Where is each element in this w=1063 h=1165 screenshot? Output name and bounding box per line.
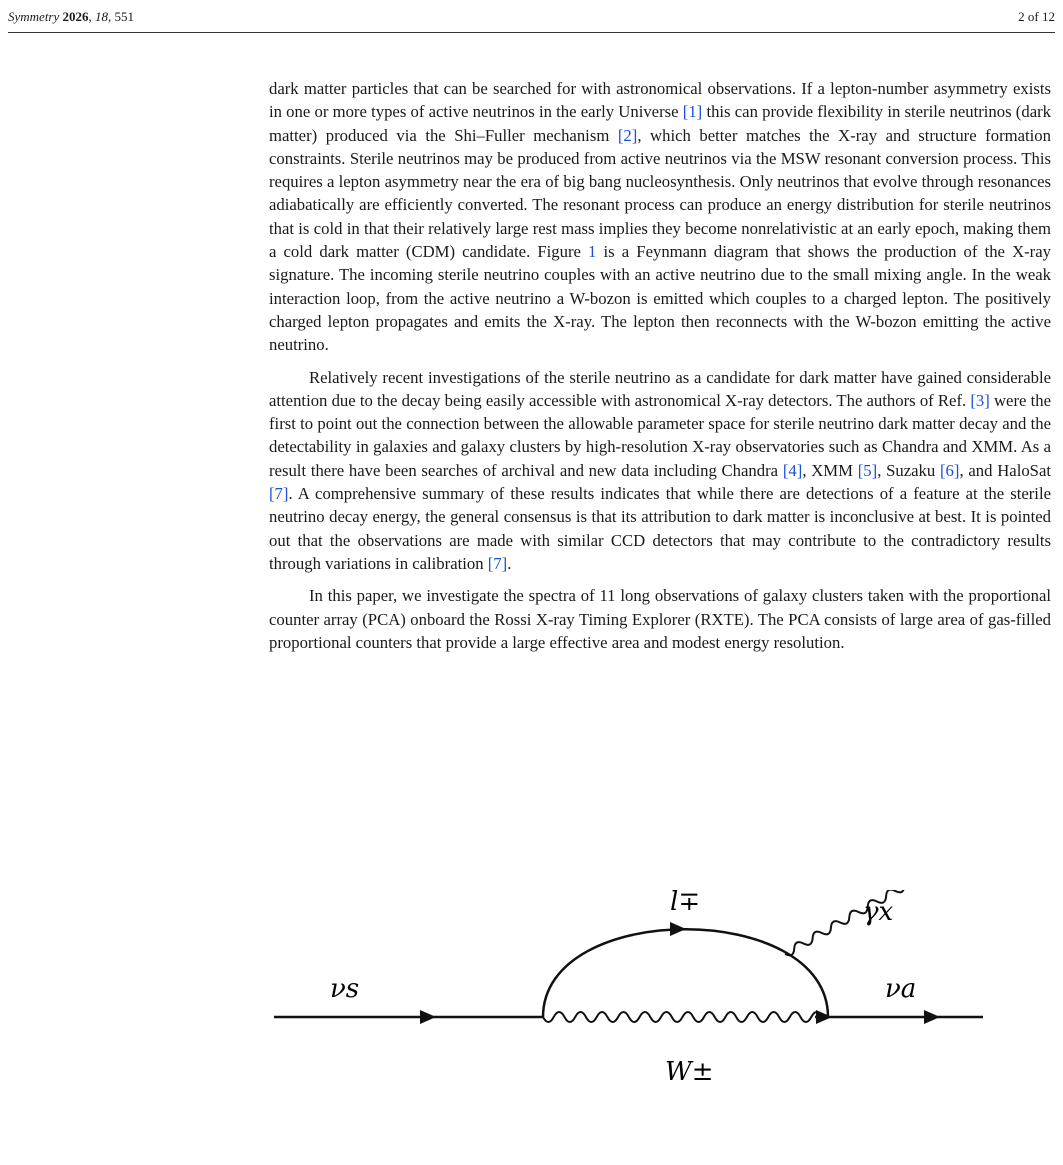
article-number: 551 [114,9,135,24]
photon-label: γx [863,897,894,927]
journal-citation: Symmetry 2026, 18, 551 [8,9,135,24]
citation-link[interactable]: [7] [487,553,508,573]
sterile-neutrino-label: νs [330,974,360,1004]
citation-link[interactable]: [5] [857,460,878,480]
sterile-neutrino-arrow [420,1010,436,1024]
w-boson-line [543,1012,822,1022]
journal-year: 2026 [62,9,89,24]
citation-link[interactable]: [2] [617,125,638,145]
citation-link[interactable]: [4] [782,460,803,480]
paragraph: In this paper, we investigate the spectra of 11 long observations of galaxy clusters taken with the proportional counter array (PCA) onboard the Rossi X-ray Timing Explorer (RXTE). The PCA consists of large area of gas-filled proportional counters that provide a large effective area and modest energy resolution. [269,586,1051,652]
w-boson-label: W± [665,1057,714,1087]
header-rule [8,32,1055,33]
citation-link[interactable]: 1 [588,242,597,262]
paragraph: Relatively recent investigations of the sterile neutrino as a candidate for dark matter have gained considerable attention due to the decay being easily accessible with astronomical X-ray detectors. The authors of Ref. [3] were the first to point out the connection between the allowable parameter space for sterile neutrino dark matter decay and the detectability in galaxies and galaxy clusters by high-resolution X-ray observatories such as Chandra and XMM. As a result there have been searches of archival and new data including Chandra [4], XMM [5], Suzaku [6], and HaloSat [7]. A comprehensive summary of these results indicates that while there are detections of a feature at the sterile neutrino decay energy, the general consensus is that its attribution to dark matter is inconclusive at best. It is pointed out that the observations are made with similar CCD detectors that may contribute to the contradictory results through variations in calibration [7]. [269,367,1051,573]
running-header [8,9,1055,29]
citation-link[interactable]: [6] [940,460,960,480]
citation-link[interactable]: [3] [970,390,990,410]
active-neutrino-label: νa [885,974,917,1004]
active-neutrino-arrow [924,1010,940,1024]
feynman-diagram [260,890,1055,1165]
page-number: 2 of 12 [1018,9,1055,24]
lepton-label: l∓ [670,890,701,917]
photon-line [785,890,932,955]
citation-link[interactable]: [7] [269,484,289,504]
journal-name: Symmetry [8,9,60,24]
figure-1 [260,890,1055,1165]
journal-volume: 18 [95,9,109,24]
citation-link[interactable]: [1] [682,102,703,122]
body-text [269,77,1051,654]
lepton-loop [543,929,828,1017]
lepton-arrow [670,922,686,936]
paragraph: dark matter particles that can be searched for with astronomical observations. If a lepton-number asymmetry exists in one or more types of active neutrinos in the early Universe [1] this can provide flexibility in sterile neutrinos (dark matter) produced via the Shi–Fuller mechanism [2], which better matches the X-ray and structure formation constraints. Sterile neutrinos may be produced from active neutrinos via the MSW resonant conversion process. This requires a lepton asymmetry near the era of big bang nucleosynthesis. Only neutrinos that evolve through resonances adiabatically are efficiently converted. The resonant process can produce an energy distribution for sterile neutrinos that is cold in that their relatively large rest mass implies they become nonrelativistic at an early epoch, making them a cold dark matter (CDM) candidate. Figure 1 is a Feynmann diagram that shows the production of the X-ray signature. The incoming sterile neutrino couples with an active neutrino due to the small mixing angle. In the weak interaction loop, from the active neutrino a W-bozon is emitted which couples to a charged lepton. The positively charged lepton propagates and emits the X-ray. The lepton then reconnects with the W-bozon emitting the active neutrino. [269,79,1052,355]
